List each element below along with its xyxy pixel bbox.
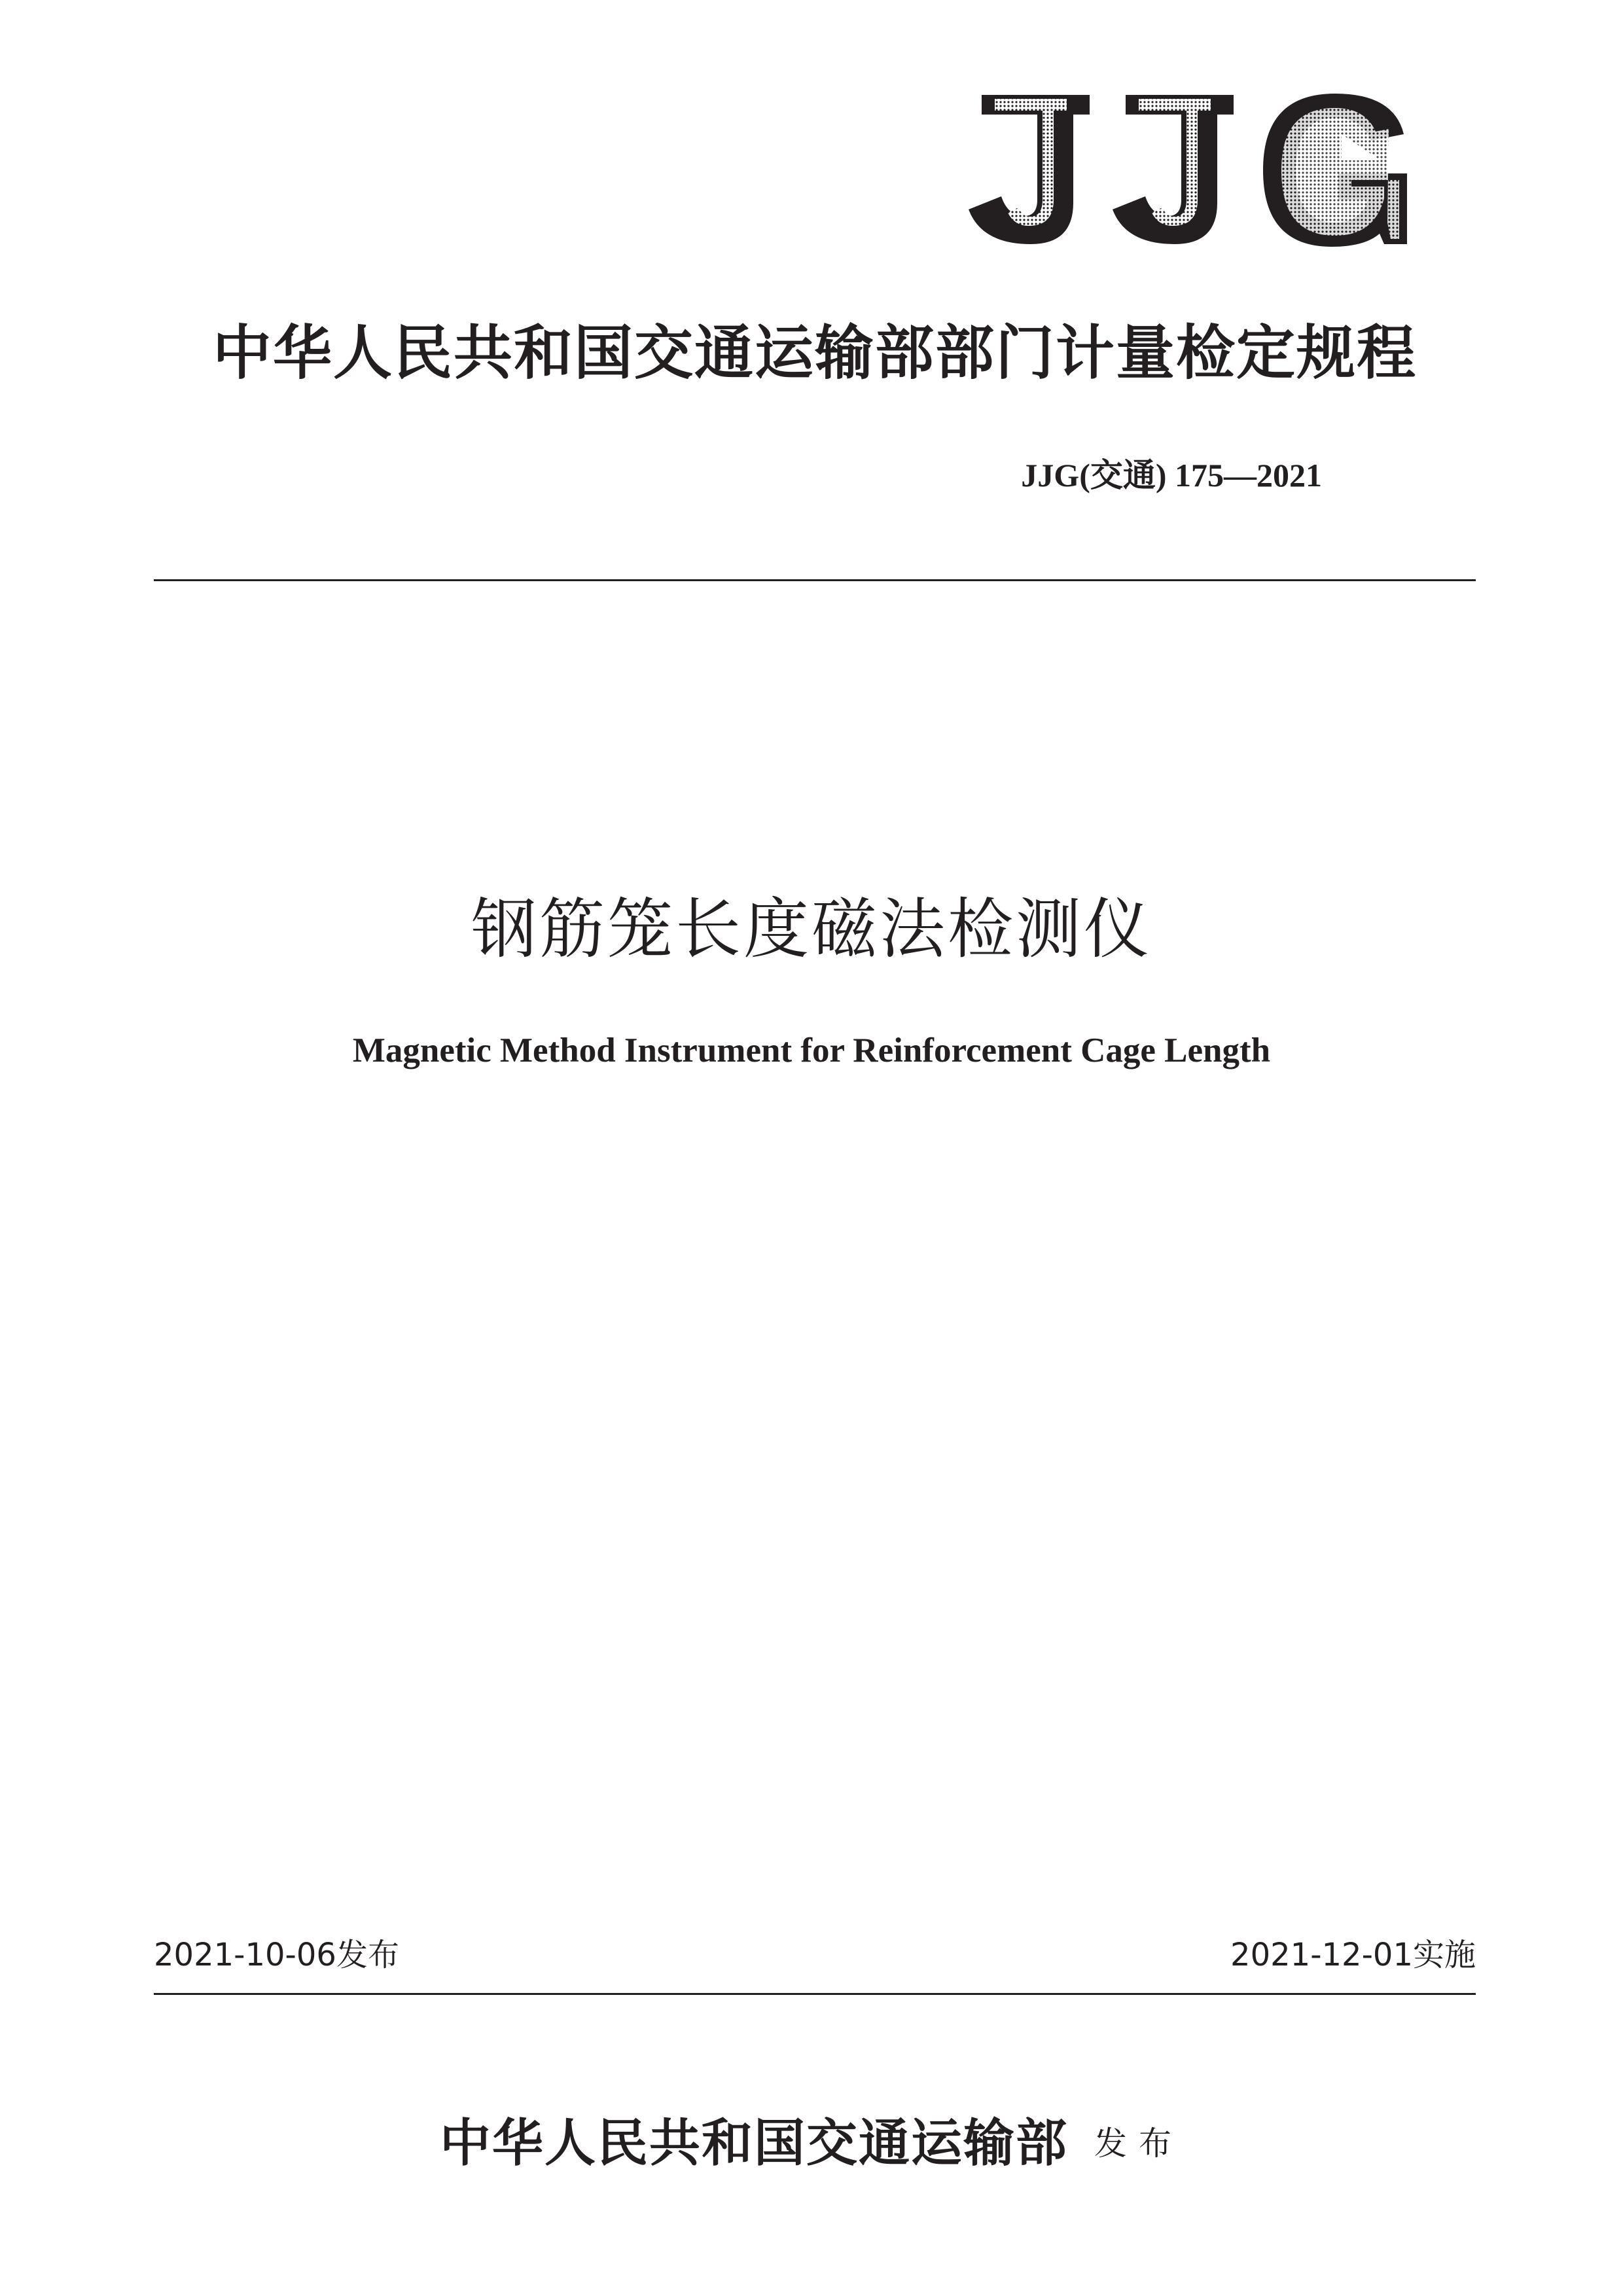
publisher-name: 中华人民共和国交通运输部 [439, 2113, 1068, 2173]
document-title-chinese: 钢筋笼长度磁法检测仪 [471, 891, 1152, 967]
publisher-suffix: 发布 [1094, 2125, 1183, 2162]
publisher-line [0, 2111, 1623, 2176]
jjg-logo-icon [955, 88, 1414, 252]
issue-date: 2021-10-06发布 [154, 1937, 399, 1973]
top-divider [154, 579, 1476, 581]
bottom-divider [154, 1993, 1476, 1995]
document-title-english: Magnetic Method Instrument for Reinforcement Cage Length [352, 1031, 1271, 1069]
standard-code: JJG(交通) 175—2021 [1021, 457, 1322, 493]
implementation-date: 2021-12-01实施 [1230, 1937, 1476, 1973]
series-title: 中华人民共和国交通运输部部门计量检定规程 [213, 318, 1417, 387]
